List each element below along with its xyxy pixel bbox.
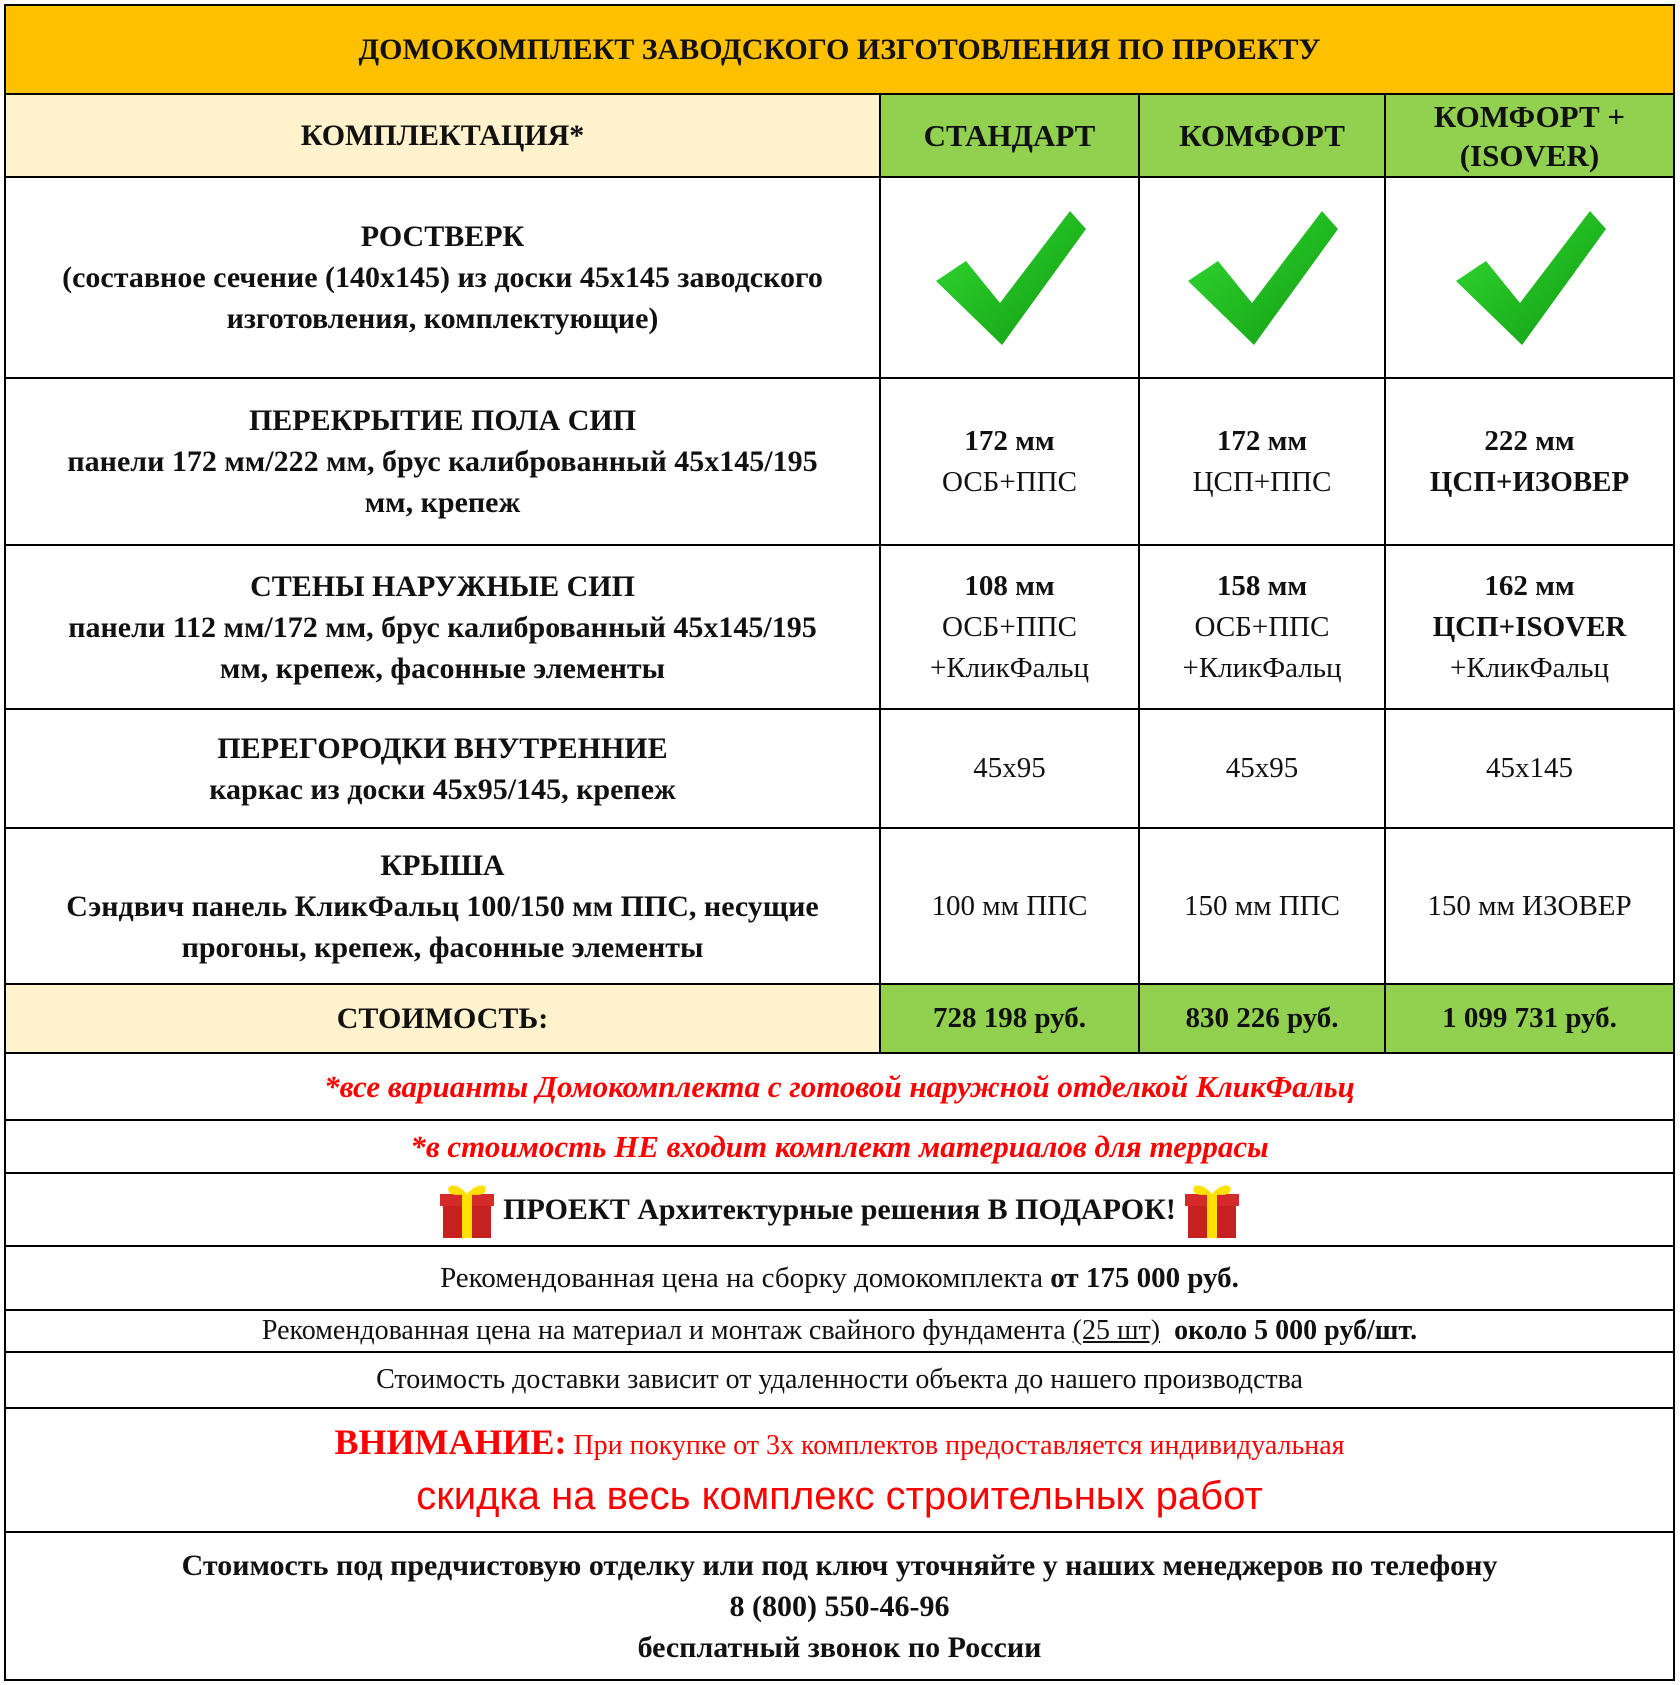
value-standart: 45х95 <box>881 710 1140 827</box>
page-title: ДОМОКОМПЛЕКТ ЗАВОДСКОГО ИЗГОТОВЛЕНИЯ ПО ПРОЕКТУ <box>358 32 1321 66</box>
foundation-label: Рекомендованная цена на материал и монтаж свайного фундамента <box>261 1315 1073 1346</box>
delivery-row <box>4 1352 1675 1408</box>
contact-phone[interactable]: 8 (800) 550-46-96 <box>729 1589 950 1623</box>
assembly-row <box>4 1246 1675 1310</box>
attention-label: ВНИМАНИЕ: <box>334 1422 567 1462</box>
value-komfort: 45х95 <box>1140 710 1386 827</box>
foundation-qty: (25 шт) <box>1072 1315 1161 1346</box>
foundation-row <box>4 1310 1675 1352</box>
attention-text: При покупке от 3х комплектов предоставляется индивидуальная <box>566 1430 1345 1461</box>
gift-row <box>4 1173 1675 1246</box>
price-standart: 728 198 руб. <box>881 985 1140 1052</box>
contact-text: Стоимость под предчистовую отделку или под ключ уточняйте у наших менеджеров по телефону <box>181 1548 1498 1582</box>
checkmark-icon <box>930 203 1090 353</box>
header-standart: СТАНДАРТ <box>881 95 1140 176</box>
note-row-2 <box>4 1120 1675 1173</box>
note-row-1 <box>4 1053 1675 1120</box>
row-label: ПЕРЕКРЫТИЕ ПОЛА СИП панели 172 мм/222 мм, брус калиброванный 45х145/195 мм, крепеж <box>6 379 881 544</box>
note-klikfalc: *все варианты Домокомплекта с готовой наружной отделкой КликФальц <box>324 1068 1355 1104</box>
gift-icon <box>439 1180 495 1240</box>
value-komfort-isover: 222 мм ЦСП+ИЗОВЕР <box>1429 424 1630 498</box>
check-standart <box>881 178 1140 377</box>
row-krysha <box>4 828 1675 984</box>
price-row <box>4 984 1675 1053</box>
value-standart: 100 мм ППС <box>881 829 1140 983</box>
value-komfort: 158 мм ОСБ+ППС +КликФальц <box>1140 546 1386 708</box>
value-komfort-isover: 162 мм ЦСП+ISOVER +КликФальц <box>1432 569 1627 684</box>
row-rostverk <box>4 177 1675 378</box>
header-komfort: КОМФОРТ <box>1140 95 1386 176</box>
price-label: СТОИМОСТЬ: <box>6 985 881 1052</box>
checkmark-icon <box>1182 203 1342 353</box>
checkmark-icon <box>1450 203 1610 353</box>
assembly-label: Рекомендованная цена на сборку домокомплекта <box>440 1261 1051 1294</box>
row-label: РОСТВЕРК (составное сечение (140х145) из доски 45х145 заводского изготовления, комплектующие) <box>6 178 881 377</box>
row-steny <box>4 545 1675 709</box>
value-komfort-isover: 150 мм ИЗОВЕР <box>1427 889 1632 922</box>
check-komfort-isover <box>1386 178 1673 377</box>
foundation-value: около 5 000 руб/шт. <box>1174 1315 1418 1346</box>
header-komfort-isover: КОМФОРТ + (ISOVER) <box>1386 95 1673 176</box>
value-komfort-isover: 45х145 <box>1486 752 1573 784</box>
assembly-value: от 175 000 руб. <box>1050 1261 1239 1294</box>
attention-discount: скидка на весь комплекс строительных работ <box>416 1474 1263 1518</box>
row-peregorodki <box>4 709 1675 828</box>
value-komfort: 172 мм ЦСП+ППС <box>1140 379 1386 544</box>
row-label: СТЕНЫ НАРУЖНЫЕ СИП панели 112 мм/172 мм, брус калиброванный 45х145/195 мм, крепеж, фасонные элементы <box>6 546 881 708</box>
contact-row <box>4 1532 1675 1681</box>
price-komfort-isover: 1 099 731 руб. <box>1386 985 1673 1052</box>
note-terrace: *в стоимость НЕ входит комплект материалов для террасы <box>410 1128 1269 1164</box>
title-row <box>4 4 1675 94</box>
gift-text: ПРОЕКТ Архитектурные решения В ПОДАРОК! <box>503 1192 1176 1226</box>
attention-row <box>4 1408 1675 1532</box>
value-komfort: 150 мм ППС <box>1140 829 1386 983</box>
value-standart: 108 мм ОСБ+ППС +КликФальц <box>881 546 1140 708</box>
header-komplektaciya: КОМПЛЕКТАЦИЯ* <box>6 95 881 176</box>
contact-free-call: бесплатный звонок по России <box>637 1630 1042 1664</box>
check-komfort <box>1140 178 1386 377</box>
row-perekrytie <box>4 378 1675 545</box>
gift-icon <box>1184 1180 1240 1240</box>
value-standart: 172 мм ОСБ+ППС <box>881 379 1140 544</box>
price-komfort: 830 226 руб. <box>1140 985 1386 1052</box>
header-row <box>4 94 1675 177</box>
row-label: ПЕРЕГОРОДКИ ВНУТРЕННИЕ каркас из доски 45х95/145, крепеж <box>6 710 881 827</box>
row-label: КРЫША Сэндвич панель КликФальц 100/150 мм ППС, несущие прогоны, крепеж, фасонные элементы <box>6 829 881 983</box>
pricing-table <box>4 4 1675 1681</box>
delivery-text: Стоимость доставки зависит от удаленности объекта до нашего производства <box>376 1364 1303 1395</box>
